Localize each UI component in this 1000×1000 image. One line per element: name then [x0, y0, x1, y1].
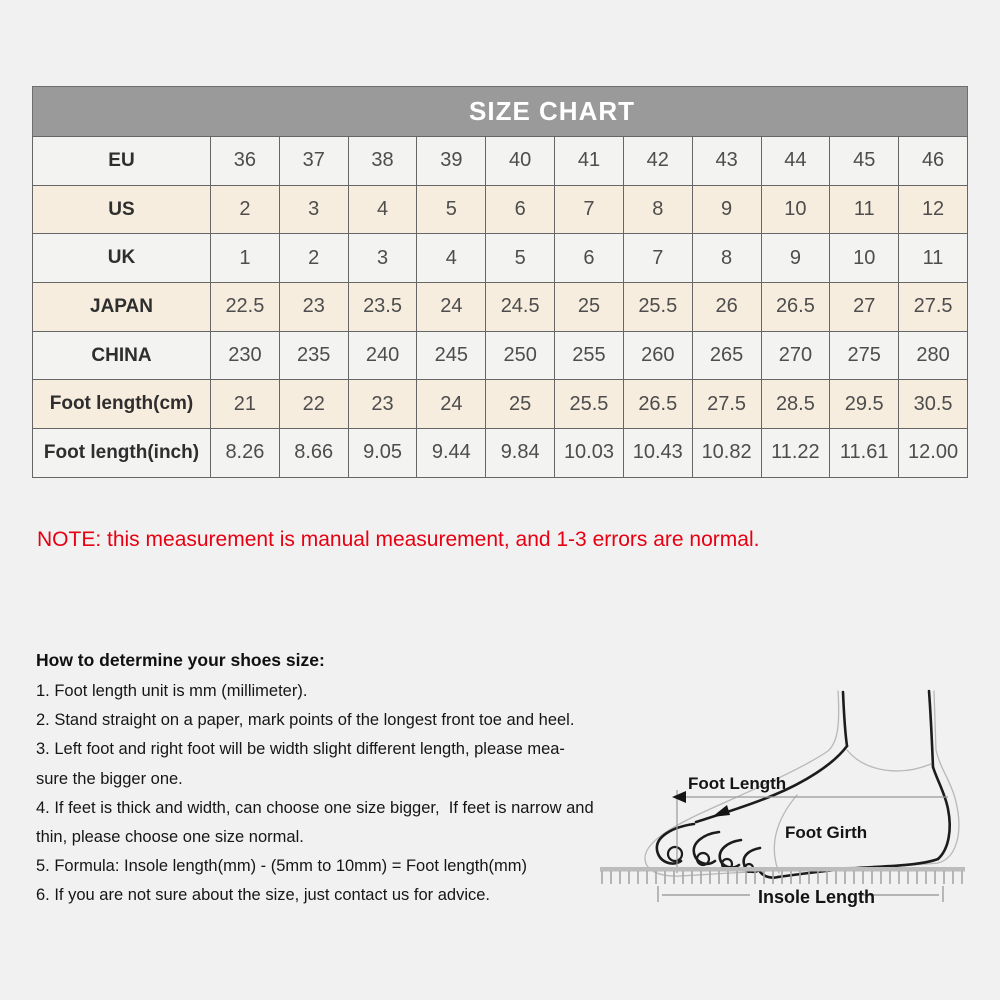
- size-cell: 26.5: [623, 380, 692, 429]
- size-cell: 2: [211, 185, 280, 234]
- size-cell: 265: [692, 331, 761, 380]
- size-cell: 11.61: [830, 429, 899, 478]
- row-label: JAPAN: [33, 283, 211, 332]
- size-cell: 45: [830, 137, 899, 186]
- size-cell: 5: [486, 234, 555, 283]
- size-cell: 8: [692, 234, 761, 283]
- instructions-heading: How to determine your shoes size:: [36, 650, 325, 670]
- size-cell: 22: [279, 380, 348, 429]
- size-cell: 38: [348, 137, 417, 186]
- instruction-line: thin, please choose one size normal.: [36, 828, 304, 847]
- heel-line: [933, 767, 950, 859]
- table-row: [33, 331, 968, 380]
- size-cell: 230: [211, 331, 280, 380]
- size-cell: 23.5: [348, 283, 417, 332]
- size-cell: 245: [417, 331, 486, 380]
- size-cell: 250: [486, 331, 555, 380]
- size-cell: 240: [348, 331, 417, 380]
- table-row: [33, 429, 968, 478]
- shin-back-line: [929, 691, 933, 767]
- size-cell: 26: [692, 283, 761, 332]
- size-cell: 10: [761, 185, 830, 234]
- size-cell: 29.5: [830, 380, 899, 429]
- size-cell: 8.26: [211, 429, 280, 478]
- size-cell: 275: [830, 331, 899, 380]
- size-cell: 24.5: [486, 283, 555, 332]
- foot-length-label: Foot Length: [688, 774, 787, 793]
- size-cell: 39: [417, 137, 486, 186]
- instruction-line: 2. Stand straight on a paper, mark points of the longest front toe and heel.: [36, 711, 575, 730]
- size-cell: 9: [692, 185, 761, 234]
- foot-length-arrow-icon: [672, 791, 686, 803]
- size-cell: 43: [692, 137, 761, 186]
- size-cell: 25.5: [555, 380, 624, 429]
- size-cell: 42: [623, 137, 692, 186]
- instruction-line: 4. If feet is thick and width, can choose one size bigger, If feet is narrow and: [36, 798, 594, 817]
- size-cell: 25: [555, 283, 624, 332]
- size-cell: 12.00: [899, 429, 968, 478]
- row-label: EU: [33, 137, 211, 186]
- size-cell: 4: [417, 234, 486, 283]
- row-label: UK: [33, 234, 211, 283]
- size-cell: 30.5: [899, 380, 968, 429]
- size-cell: 10.43: [623, 429, 692, 478]
- ankle-crease: [847, 750, 931, 771]
- size-cell: 3: [348, 234, 417, 283]
- size-cell: 11: [830, 185, 899, 234]
- size-cell: 270: [761, 331, 830, 380]
- row-label: Foot length(cm): [33, 380, 211, 429]
- size-chart-table: [32, 86, 968, 478]
- table-row: [33, 137, 968, 186]
- size-cell: 27.5: [899, 283, 968, 332]
- row-label: CHINA: [33, 331, 211, 380]
- instruction-line: 1. Foot length unit is mm (millimeter).: [36, 682, 308, 700]
- size-cell: 40: [486, 137, 555, 186]
- size-cell: 10.03: [555, 429, 624, 478]
- size-cell: 9: [761, 234, 830, 283]
- size-table-body: [33, 137, 968, 478]
- size-cell: 24: [417, 380, 486, 429]
- instruction-line: 3. Left foot and right foot will be width slight different length, please mea-: [36, 740, 565, 759]
- size-cell: 36: [211, 137, 280, 186]
- size-cell: 10: [830, 234, 899, 283]
- size-cell: 28.5: [761, 380, 830, 429]
- table-row: [33, 234, 968, 283]
- shin-front-line: [843, 692, 847, 746]
- size-cell: 5: [417, 185, 486, 234]
- size-cell: 280: [899, 331, 968, 380]
- table-row: [33, 380, 968, 429]
- size-cell: 7: [623, 234, 692, 283]
- size-cell: 1: [211, 234, 280, 283]
- size-cell: 26.5: [761, 283, 830, 332]
- size-cell: 8.66: [279, 429, 348, 478]
- size-cell: 7: [555, 185, 624, 234]
- size-cell: 11.22: [761, 429, 830, 478]
- size-cell: 10.82: [692, 429, 761, 478]
- size-cell: 6: [555, 234, 624, 283]
- size-cell: 12: [899, 185, 968, 234]
- size-cell: 9.84: [486, 429, 555, 478]
- size-cell: 6: [486, 185, 555, 234]
- instruction-line: sure the bigger one.: [36, 769, 183, 788]
- size-cell: 44: [761, 137, 830, 186]
- foot-diagram: [600, 688, 1000, 933]
- size-cell: 37: [279, 137, 348, 186]
- size-cell: 8: [623, 185, 692, 234]
- instructions-section: [36, 649, 656, 911]
- size-cell: 22.5: [211, 283, 280, 332]
- size-cell: 4: [348, 185, 417, 234]
- table-row: [33, 283, 968, 332]
- note-text: NOTE: this measurement is manual measurement, and 1-3 errors are normal.: [37, 528, 760, 551]
- ruler-ticks: [602, 871, 962, 884]
- size-cell: 11: [899, 234, 968, 283]
- instruction-line: 5. Formula: Insole length(mm) - (5mm to 10mm) = Foot length(mm): [36, 857, 528, 876]
- size-cell: 9.05: [348, 429, 417, 478]
- row-label: US: [33, 185, 211, 234]
- size-cell: 9.44: [417, 429, 486, 478]
- size-cell: 27.5: [692, 380, 761, 429]
- size-cell: 235: [279, 331, 348, 380]
- size-cell: 21: [211, 380, 280, 429]
- size-cell: 24: [417, 283, 486, 332]
- ruler: [600, 867, 965, 872]
- size-cell: 25: [486, 380, 555, 429]
- size-chart-title: SIZE CHART: [469, 96, 635, 126]
- size-cell: 255: [555, 331, 624, 380]
- size-cell: 46: [899, 137, 968, 186]
- size-cell: 260: [623, 331, 692, 380]
- foot-girth-label: Foot Girth: [785, 823, 868, 842]
- size-cell: 25.5: [623, 283, 692, 332]
- size-chart-header: [32, 86, 968, 136]
- row-label: Foot length(inch): [33, 429, 211, 478]
- size-cell: 2: [279, 234, 348, 283]
- table-row: [33, 185, 968, 234]
- instruction-line: 6. If you are not sure about the size, just contact us for advice.: [36, 886, 490, 905]
- instructions-lines: [36, 677, 656, 911]
- size-cell: 3: [279, 185, 348, 234]
- size-table: [32, 136, 968, 478]
- size-cell: 41: [555, 137, 624, 186]
- toe-nail-icon: [668, 847, 682, 861]
- size-cell: 23: [279, 283, 348, 332]
- size-cell: 27: [830, 283, 899, 332]
- insole-length-label: Insole Length: [758, 887, 875, 907]
- size-cell: 23: [348, 380, 417, 429]
